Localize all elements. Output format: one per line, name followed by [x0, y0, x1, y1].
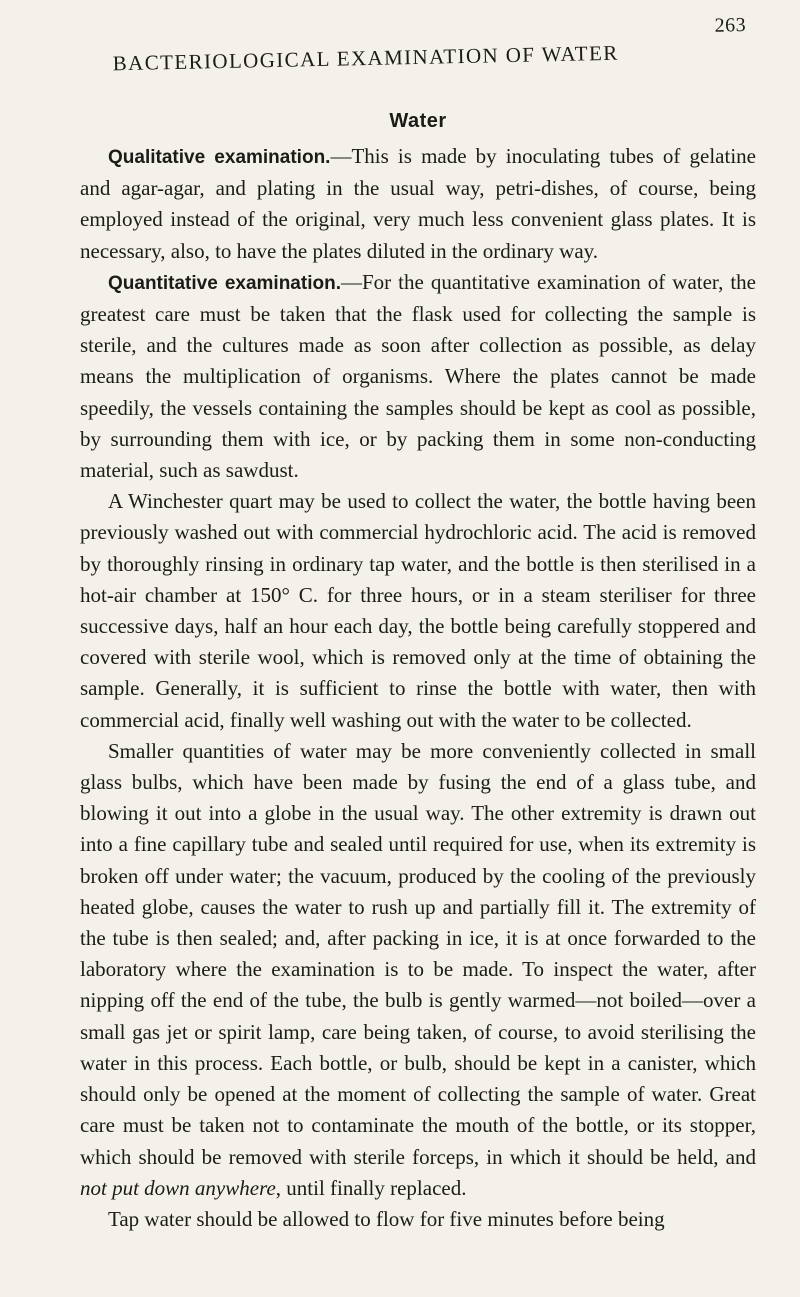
smaller-quantities-italic: not put down anywhere — [80, 1175, 276, 1200]
page-number: 263 — [714, 14, 747, 37]
qualitative-text: —This is made by inoculating tubes of gelatine and agar-agar, and plating in the usual way, petri-dishes, of course, being employed instead of the original, very much less convenient glass plates. It is necessary, also, to have the plates diluted in the ordinary way. — [80, 144, 756, 263]
body-text — [80, 141, 756, 1235]
running-head — [80, 14, 757, 78]
paragraph-winchester: A Winchester quart may be used to collect the water, the bottle having been previously washed out with commercial hydrochloric acid. The acid is removed by thoroughly rinsing in ordinary tap water, and the bottle is then sterilised in a hot-air chamber at 150° C. for three hours, or in a steam steriliser for three successive days, half an hour each day, the bottle being carefully stoppered and covered with sterile wool, which is removed only at the time of obtaining the sample. Generally, it is sufficient to rinse the bottle with water, then with commercial acid, finally well washing out with the water to be collected. — [80, 489, 756, 732]
quantitative-text: —For the quantitative examination of water, the greatest care must be taken that the flask used for collecting the sample is sterile, and the cultures made as soon after collection as possible, as delay means the multiplication of organisms. Where the plates cannot be made speedily, the vessels containing the samples should be kept as cool as possible, by surrounding them with ice, or by packing them in some non-conducting material, such as sawdust. — [80, 269, 756, 483]
paragraph-qualitative — [80, 141, 756, 267]
qualitative-heading: Qualitative examination. — [108, 147, 331, 168]
smaller-quantities-text: Smaller quantities of water may be more conveniently collected in small glass bulbs, which have been made by fusing the end of a glass tube, and blowing it out into a globe in the usual way. The other extremity is drawn out into a fine capillary tube and sealed until required for use, when its extremity is broken off under water; the vacuum, produced by the cooling of the previously heated globe, causes the water to rush up and partially fill it. The extremity of the tube is then sealed; and, after packing in ice, it is at once forwarded to the laboratory where the examination is to be made. To inspect the water, after nipping off the end of the tube, the bulb is gently warmed—not boiled—over a small gas jet or spirit lamp, care being taken, of course, to avoid sterilising the water in this process. Each bottle, or bulb, should be kept in a canister, which should only be opened at the moment of collecting the sample of water. Great care must be taken not to contaminate the mouth of the bottle, or its stopper, which should be removed with sterile forceps, in which it should be held, and — [80, 738, 756, 1169]
smaller-quantities-text-end: , until finally replaced. — [275, 1175, 467, 1200]
section-title: Water — [389, 110, 447, 132]
paragraph-smaller-quantities — [80, 736, 756, 1204]
quantitative-heading: Quantitative examination. — [108, 272, 341, 294]
running-title: BACTERIOLOGICAL EXAMINATION OF WATER — [112, 40, 619, 76]
paragraph-tap-water: Tap water should be allowed to flow for five minutes before being — [108, 1206, 665, 1231]
paragraph-quantitative — [80, 267, 756, 486]
